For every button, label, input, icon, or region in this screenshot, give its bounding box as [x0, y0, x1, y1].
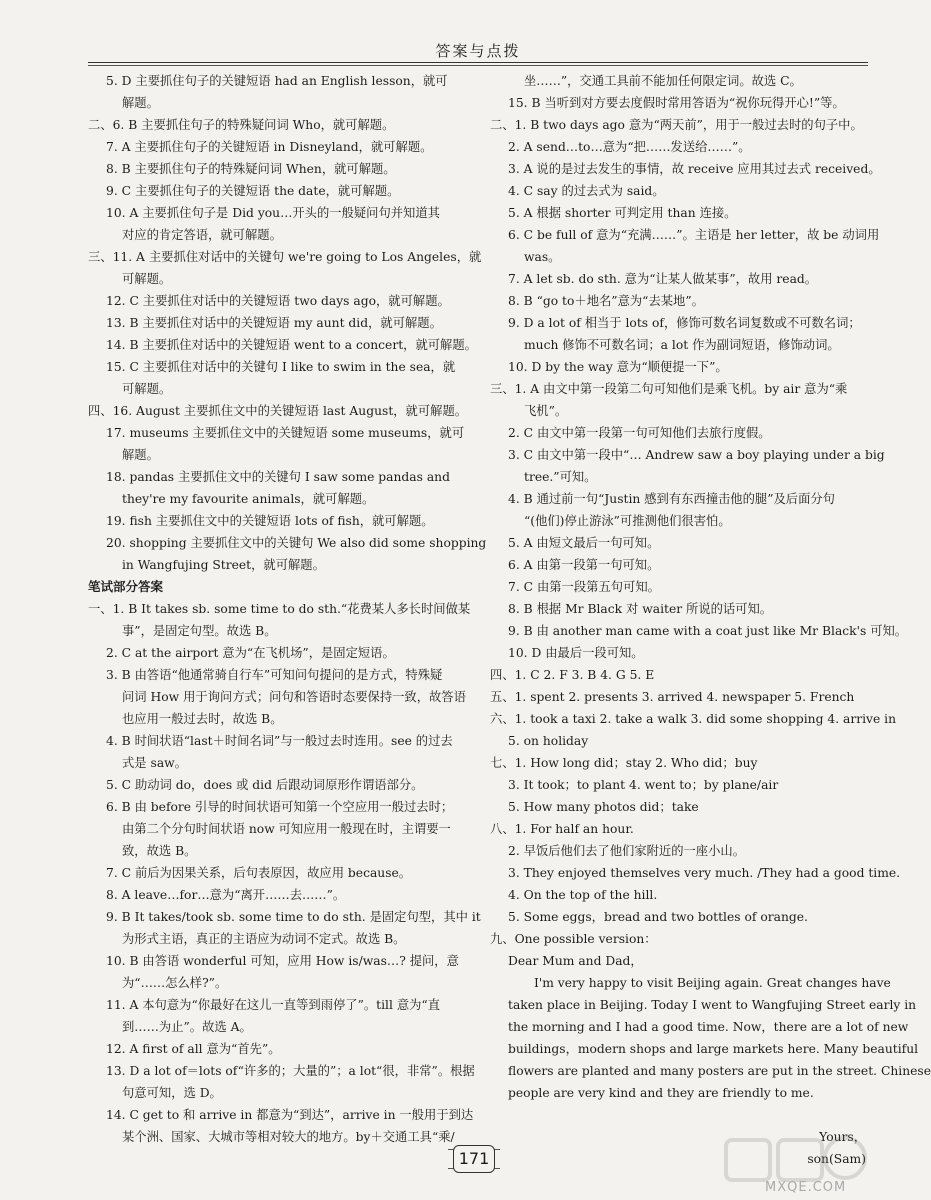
answer-line: 10. D 由最后一段可知。 — [508, 646, 644, 660]
answer-line — [490, 1104, 870, 1126]
answer-line: 六、1. took a taxi 2. take a walk 3. did some shopping 4. arrive in — [490, 712, 897, 726]
answer-line: 坐……”，交通工具前不能加任何限定词。故选 C。 — [524, 74, 802, 88]
answer-line: 4. On the top of the hill. — [508, 888, 658, 902]
answer-line: 可解题。 — [122, 272, 172, 286]
answer-line: 为“……怎么样?”。 — [122, 976, 228, 990]
header-rule — [88, 62, 868, 63]
answer-line: tree.”可知。 — [524, 470, 597, 484]
answer-line: 2. A send…to…意为“把……发送给……”。 — [508, 140, 751, 154]
answer-line: 8. A leave…for…意为“离开……去……”。 — [106, 888, 346, 902]
answer-line: 12. A first of all 意为“首先”。 — [106, 1042, 281, 1056]
answer-line: 4. B 通过前一句“Justin 感到有东西撞击他的腿”及后面分句 — [508, 492, 835, 506]
answer-line: 事”，是固定句型。故选 B。 — [122, 624, 277, 638]
answer-line: buildings，modern shops and large markets here. Many beautiful — [508, 1042, 919, 1056]
answer-line: 6. B 由 before 引导的时间状语可知第一个空应用一般过去时； — [106, 800, 454, 814]
answer-line: 到……为止”。故选 A。 — [122, 1020, 252, 1034]
answer-line: 解题。 — [122, 96, 159, 110]
answer-line: 七、1. How long did；stay 2. Who did；buy — [490, 756, 758, 770]
answer-line: 三、1. A 由文中第一段第二句可知他们是乘飞机。by air 意为“乘 — [490, 382, 848, 396]
answer-line: 6. C be full of 意为“充满……”。主语是 her letter，故 be 动词用 — [508, 228, 880, 242]
watermark-text: MXQE.COM — [765, 1180, 847, 1195]
answer-line: people are very kind and they are friendly to me. — [508, 1086, 814, 1100]
answer-line: 四、16. August 主要抓住文中的关键短语 last August，就可解题。 — [88, 404, 468, 418]
left-column — [88, 70, 487, 1148]
answer-line: 二、1. B two days ago 意为“两天前”，用于一般过去时的句子中。 — [490, 118, 863, 132]
answer-line: 10. B 由答语 wonderful 可知，应用 How is/was…? 提问，意 — [106, 954, 459, 968]
answer-line: 5. A 根据 shorter 可判定用 than 连接。 — [508, 206, 737, 220]
answer-line: 14. C get to 和 arrive in 都意为“到达”，arrive in 一般用于到达 — [106, 1108, 474, 1122]
answer-line: 5. A 由短文最后一句可知。 — [508, 536, 660, 550]
answer-line: 18. pandas 主要抓住文中的关键句 I saw some pandas and — [106, 470, 450, 484]
answer-line: 10. D by the way 意为“顺便提一下”。 — [508, 360, 728, 374]
page-number: 171 — [453, 1145, 495, 1173]
answer-line: 一、1. B It takes sb. some time to do sth.“花费某人多长时间做某 — [88, 602, 471, 616]
answer-line: 4. B 时间状语“last＋时间名词”与一般过去时连用。see 的过去 — [106, 734, 453, 748]
answer-line: flowers are planted and many posters are put in the street. Chinese — [508, 1064, 931, 1078]
answer-line: 5. C 助动词 do，does 或 did 后跟动词原形作谓语部分。 — [106, 778, 424, 792]
answer-line: 解题。 — [122, 448, 159, 462]
answer-line: 可解题。 — [122, 382, 172, 396]
answer-line: 8. B “go to＋地名”意为“去某地”。 — [508, 294, 704, 308]
answer-line: 问词 How 用于询问方式；问句和答语时态要保持一致，故答语 — [122, 690, 466, 704]
answer-line: in Wangfujing Street，就可解题。 — [122, 558, 325, 572]
answer-line: 7. C 由第一段第五句可知。 — [508, 580, 660, 594]
answer-line: 八、1. For half an hour. — [490, 822, 634, 836]
answer-line: 14. B 主要抓住对话中的关键短语 went to a concert，就可解题。 — [106, 338, 477, 352]
answer-line: 3. B 由答语“他通常骑自行车”可知问句提问的是方式，特殊疑 — [106, 668, 443, 682]
answer-line: son(Sam) — [807, 1152, 866, 1166]
answer-line: 12. C 主要抓住对话中的关键短语 two days ago，就可解题。 — [106, 294, 450, 308]
answer-line: 8. B 根据 Mr Black 对 waiter 所说的话可知。 — [508, 602, 773, 616]
answer-line: 5. on holiday — [508, 734, 589, 748]
answer-line: 3. C 由文中第一段中“… Andrew saw a boy playing under a big — [508, 448, 885, 462]
page-header-title: 答案与点拨 — [435, 42, 521, 60]
answer-line: 9. B 由 another man came with a coat just like Mr Black's 可知。 — [508, 624, 908, 638]
answer-line: 3. They enjoyed themselves very much. /They had a good time. — [508, 866, 901, 880]
answer-line: 5. How many photos did；take — [508, 800, 699, 814]
answer-line: 15. C 主要抓住对话中的关键句 I like to swim in the sea，就 — [106, 360, 456, 374]
answer-line: 式是 saw。 — [122, 756, 187, 770]
answer-line: 9. B It takes/took sb. some time to do sth. 是固定句型，其中 it — [106, 910, 481, 924]
answer-line: 也应用一般过去时，故选 B。 — [122, 712, 283, 726]
answer-line: they're my favourite animals，就可解题。 — [122, 492, 375, 506]
answer-line: 3. A 说的是过去发生的事情，故 receive 应用其过去式 received。 — [508, 162, 881, 176]
answer-line: 飞机”。 — [524, 404, 568, 418]
answer-line: 7. C 前后为因果关系，后句表原因，故应用 because。 — [106, 866, 412, 880]
answer-line: 10. A 主要抓住句子是 Did you…开头的一般疑问句并知道其 — [106, 206, 440, 220]
answer-line: 4. C say 的过去式为 said。 — [508, 184, 665, 198]
answer-line: the morning and I had a good time. Now，there are a lot of new — [508, 1020, 909, 1034]
answer-line: 9. D a lot of 相当于 lots of，修饰可数名词复数或不可数名词； — [508, 316, 861, 330]
answer-line: 5. D 主要抓住句子的关键短语 had an English lesson，就可 — [106, 74, 448, 88]
answer-line: 九、One possible version： — [490, 932, 657, 946]
answer-line: 对应的肯定答语，就可解题。 — [122, 228, 282, 242]
answer-line: 2. C at the airport 意为“在飞机场”，是固定短语。 — [106, 646, 395, 660]
answer-line: 致，故选 B。 — [122, 844, 197, 858]
answer-line: I'm very happy to visit Beijing again. Great changes have — [534, 976, 891, 990]
answer-line: 13. B 主要抓住对话中的关键短语 my aunt did，就可解题。 — [106, 316, 442, 330]
answer-line: Yours， — [819, 1130, 866, 1144]
answer-line: Dear Mum and Dad， — [508, 954, 643, 968]
answer-line: 5. Some eggs，bread and two bottles of orange. — [508, 910, 808, 924]
answer-line: 6. A 由第一段第一句可知。 — [508, 558, 660, 572]
answer-line: 11. A 本句意为“你最好在这儿一直等到雨停了”。till 意为“直 — [106, 998, 440, 1012]
header-rule-thin — [88, 65, 868, 66]
answer-line: 17. museums 主要抓住文中的关键短语 some museums，就可 — [106, 426, 465, 440]
answer-line: 7. A let sb. do sth. 意为“让某人做某事”，故用 read。 — [508, 272, 818, 286]
answer-line: 15. B 当听到对方要去度假时常用答语为“祝你玩得开心!”等。 — [508, 96, 845, 110]
answer-line: 三、11. A 主要抓住对话中的关键句 we're going to Los Angeles，就 — [88, 250, 482, 264]
answer-line: was。 — [524, 250, 561, 264]
answer-line: 9. C 主要抓住句子的关键短语 the date，就可解题。 — [106, 184, 400, 198]
answer-line: 19. fish 主要抓住文中的关键短语 lots of fish，就可解题。 — [106, 514, 434, 528]
answer-line: 2. C 由文中第一段第一句可知他们去旅行度假。 — [508, 426, 771, 440]
answer-line: 13. D a lot of＝lots of“许多的；大量的”；a lot“很，非常”。根据 — [106, 1064, 475, 1078]
answer-line: 四、1. C 2. F 3. B 4. G 5. E — [490, 668, 655, 682]
answer-line: 由第二个分句时间状语 now 可知应用一般现在时，主谓要一 — [122, 822, 451, 836]
answer-line: 某个洲、国家、大城市等相对较大的地方。by＋交通工具“乘/ — [122, 1130, 455, 1144]
answer-line: 五、1. spent 2. presents 3. arrived 4. newspaper 5. French — [490, 690, 855, 704]
answer-line: 二、6. B 主要抓住句子的特殊疑问词 Who，就可解题。 — [88, 118, 395, 132]
answer-line: 为形式主语，真正的主语应为动词不定式。故选 B。 — [122, 932, 406, 946]
answer-line: 句意可知，选 D。 — [122, 1086, 222, 1100]
section-heading: 笔试部分答案 — [88, 579, 164, 594]
right-column — [490, 70, 931, 1170]
answer-line: 3. It took；to plant 4. went to；by plane/air — [508, 778, 779, 792]
answer-line: 7. A 主要抓住句子的关键短语 in Disneyland，就可解题。 — [106, 140, 433, 154]
answer-line: “(他们)停止游泳”可推测他们很害怕。 — [524, 514, 731, 528]
answer-line: much 修饰不可数名词；a lot 作为副词短语，修饰动词。 — [524, 338, 840, 352]
answer-line: 20. shopping 主要抓住文中的关键句 We also did some shopping — [106, 536, 487, 550]
answer-line: taken place in Beijing. Today I went to Wangfujing Street early in — [508, 998, 917, 1012]
answer-line: 2. 早饭后他们去了他们家附近的一座小山。 — [508, 844, 745, 858]
answer-line: 8. B 主要抓住句子的特殊疑问词 When，就可解题。 — [106, 162, 396, 176]
